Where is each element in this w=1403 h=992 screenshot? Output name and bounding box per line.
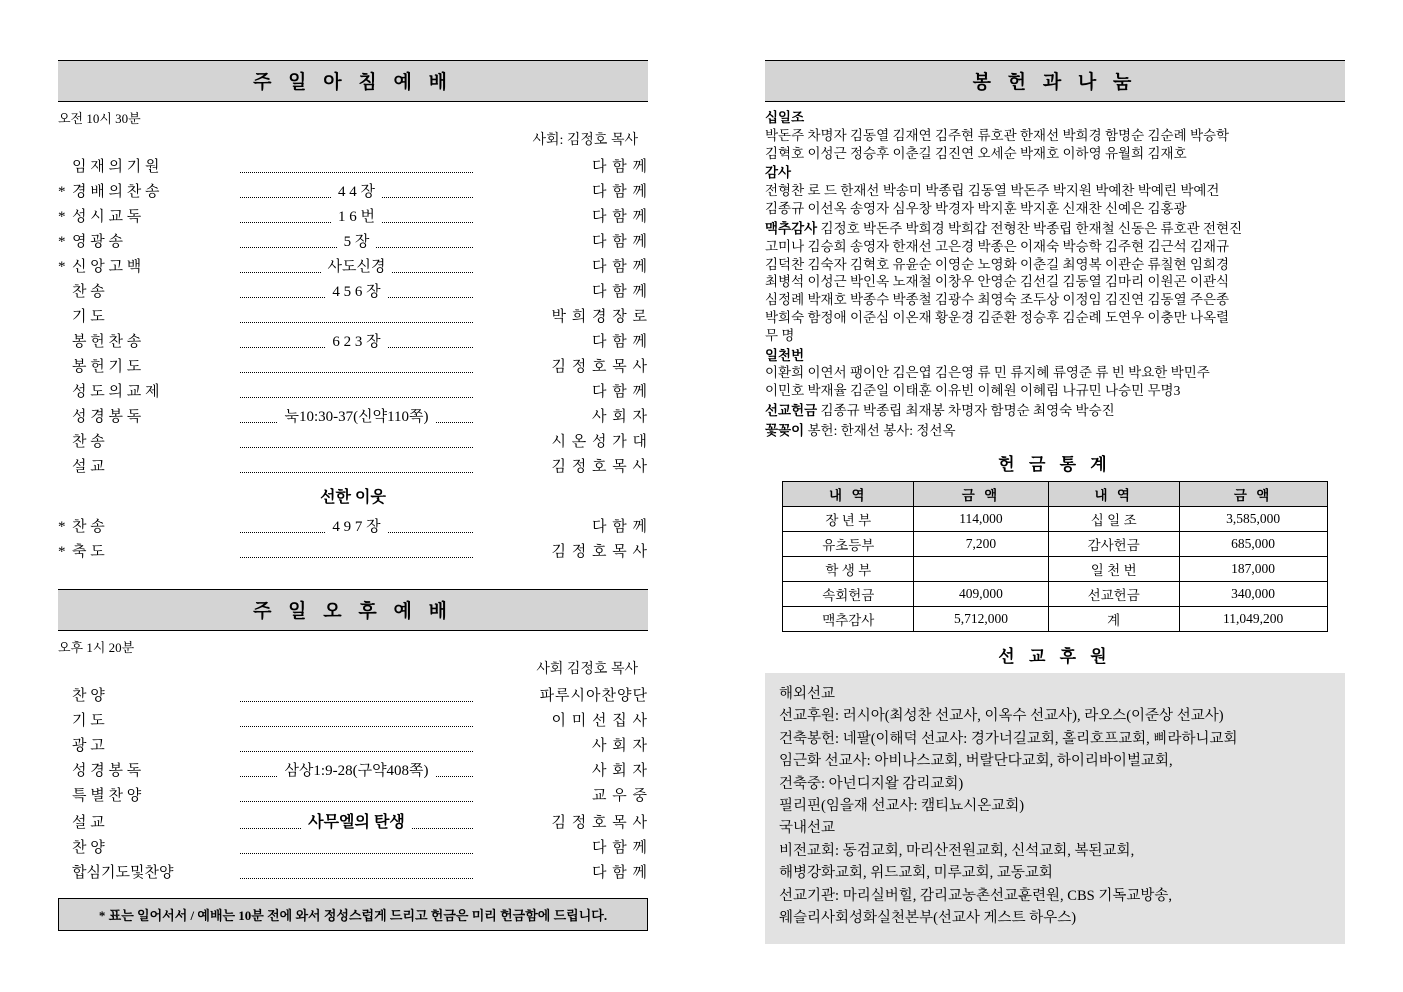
order-row-detail xyxy=(240,378,473,403)
order-row-who: 이 미 선 집 사 xyxy=(551,713,648,729)
right-column xyxy=(765,60,1345,944)
stats-cell: 유초등부 xyxy=(783,531,914,556)
morning-service-time: 오전 10시 30분 xyxy=(58,111,141,126)
offering-group-inline: 김정호 박돈주 박희경 박희갑 전형찬 박종립 한재철 신동은 류호관 전현진 xyxy=(817,220,1243,236)
offering-group xyxy=(765,402,1345,420)
offering-group-inline: 봉헌: 한재선 봉사: 정선옥 xyxy=(804,422,956,438)
offering-group-line: 고미나 김승희 송영자 한재선 고은경 박종은 이재숙 박승학 김주현 김근석 김재규 xyxy=(765,238,1230,254)
order-row-detail xyxy=(240,453,473,478)
stats-cell: 685,000 xyxy=(1179,531,1327,556)
order-row-star xyxy=(58,682,72,707)
order-row-item: 영 광 송 xyxy=(72,234,123,250)
order-row-detail xyxy=(240,403,473,428)
order-row-who: 다 함 께 xyxy=(592,334,648,350)
stats-header-cell: 내 역 xyxy=(783,481,914,506)
order-row-star xyxy=(58,782,72,807)
order-row-item: 설 교 xyxy=(72,459,105,475)
order-row xyxy=(58,203,648,228)
stats-cell: 감사헌금 xyxy=(1048,531,1179,556)
mission-item-label: 건축봉헌: xyxy=(779,730,843,747)
order-row-who: 김 정 호 목 사 xyxy=(551,459,648,475)
mission-item xyxy=(779,750,1331,772)
order-row-who: 다 함 께 xyxy=(592,259,648,275)
dot-leader xyxy=(240,322,473,323)
order-row-detail xyxy=(240,513,473,538)
order-row-detail xyxy=(240,782,473,807)
order-row-detail xyxy=(240,303,473,328)
order-row-item: 광 고 xyxy=(72,738,105,754)
order-row-detail xyxy=(240,428,473,453)
offering-group-heading xyxy=(765,220,1345,238)
order-row xyxy=(58,403,648,428)
order-row-who: 다 함 께 xyxy=(592,384,648,400)
order-row-item: 찬 양 xyxy=(72,688,105,704)
order-row-who: 다 함 께 xyxy=(592,284,648,300)
order-row-item: 신 앙 고 백 xyxy=(72,259,142,275)
order-row-item: 성 경 봉 독 xyxy=(72,409,142,425)
order-row-detail xyxy=(240,203,473,228)
mission-item xyxy=(779,862,1331,884)
stats-cell: 7,200 xyxy=(914,531,1049,556)
mission-item-text: 마리실버힐, 감리교농촌선교훈련원, CBS 기독교방송, xyxy=(842,887,1172,904)
dot-leader xyxy=(240,397,473,398)
order-row-star xyxy=(58,834,72,859)
morning-service-leader: 사회: 김정호 목사 xyxy=(532,133,638,148)
order-row-who: 다 함 께 xyxy=(592,840,648,856)
order-row-star: * xyxy=(58,259,66,275)
stats-cell: 계 xyxy=(1048,606,1179,631)
order-row-star: * xyxy=(58,184,66,200)
dot-leader xyxy=(240,853,473,854)
order-row xyxy=(58,228,648,253)
stats-cell: 187,000 xyxy=(1179,556,1327,581)
order-row-item: 찬 양 xyxy=(72,840,105,856)
service-note: * 표는 일어서서 / 예배는 10분 전에 와서 정성스럽게 드리고 헌금은 미리 헌금함에 드립니다. xyxy=(58,898,648,931)
morning-service-title: 주 일 아 침 예 배 xyxy=(58,60,648,102)
order-row-detail xyxy=(240,278,473,303)
order-row xyxy=(58,278,648,303)
stats-cell: 학 생 부 xyxy=(783,556,914,581)
order-row-item: 기 도 xyxy=(72,309,105,325)
offering-group-label: 십일조 xyxy=(765,110,805,125)
stats-cell: 3,585,000 xyxy=(1179,506,1327,531)
order-row-detail xyxy=(240,682,473,707)
order-row-item: 봉 헌 기 도 xyxy=(72,359,142,375)
order-row-who: 파루시아찬양단 xyxy=(539,688,648,704)
mission-item xyxy=(779,795,1331,817)
mission-item xyxy=(779,705,1331,727)
mission-item-text: 해병강화교회, 위드교회, 미루교회, 교동교회 xyxy=(779,865,1053,882)
order-row-mid: 사도신경 xyxy=(322,259,392,275)
order-row xyxy=(58,428,648,453)
offering-group-line: 최병석 이성근 박인옥 노재철 이창우 안영순 김선길 김동열 김마리 이원곤 이관식 xyxy=(765,274,1230,290)
order-row-star: * xyxy=(58,234,66,250)
offering-group xyxy=(765,422,1345,440)
order-row-who: 사 회 자 xyxy=(592,409,648,425)
order-row-item: 성 도 의 교 제 xyxy=(72,384,160,400)
order-row xyxy=(58,303,648,328)
stats-row xyxy=(783,531,1327,556)
order-row-mid: 4 9 7 장 xyxy=(326,519,386,535)
stats-header-cell: 내 역 xyxy=(1048,481,1179,506)
order-row xyxy=(58,253,648,278)
order-row-star xyxy=(58,859,72,884)
mission-item-text: 동검교회, 마리산전원교회, 신석교회, 복된교회, xyxy=(842,842,1135,859)
stats-header-cell: 금 액 xyxy=(1179,481,1327,506)
dot-leader xyxy=(240,801,473,802)
order-row-mid: 1 6 번 xyxy=(332,209,381,225)
offering-group-line: 이민호 박재율 김준일 이태훈 이유빈 이혜원 이혜림 나규민 나승민 무명3 xyxy=(765,383,1181,399)
order-row-star xyxy=(58,757,72,782)
dot-leader xyxy=(240,701,473,702)
dot-leader xyxy=(240,172,473,173)
stats-row xyxy=(783,506,1327,531)
order-row-who: 다 함 께 xyxy=(592,865,648,881)
mission-item-text: 웨슬리사회성화실천본부(선교사 게스트 하우스) xyxy=(779,910,1077,927)
mission-item-text: 건축중: 아넌디지왈 감리교회) xyxy=(779,775,964,792)
order-row-item: 특 별 찬 양 xyxy=(72,788,142,804)
order-row-who: 다 함 께 xyxy=(592,209,648,225)
offering-group xyxy=(765,164,1345,217)
mission-item-text: 필리핀(임을재 선교사: 캠티뇨시온교회) xyxy=(779,797,1025,814)
stats-cell: 장 년 부 xyxy=(783,506,914,531)
stats-title: 헌 금 통 계 xyxy=(998,454,1112,474)
stats-cell: 5,712,000 xyxy=(914,606,1049,631)
order-row-detail xyxy=(240,834,473,859)
stats-cell: 일 천 번 xyxy=(1048,556,1179,581)
afternoon-service-title: 주 일 오 후 예 배 xyxy=(58,589,648,631)
dot-leader xyxy=(240,472,473,473)
mission-item-label: 비전교회: xyxy=(779,842,843,859)
order-row-detail xyxy=(240,538,473,563)
afternoon-order-table xyxy=(58,682,648,884)
dot-leader xyxy=(240,878,473,879)
order-row xyxy=(58,782,648,807)
stats-cell: 11,049,200 xyxy=(1179,606,1327,631)
mission-item-text: 임근화 선교사: 아비나스교회, 버랄단다교회, 하이리바이벌교회, xyxy=(779,753,1173,770)
order-row-item: 합심기도및찬양 xyxy=(72,865,174,881)
order-row xyxy=(58,178,648,203)
order-row-detail xyxy=(240,153,473,178)
left-column xyxy=(58,60,648,931)
morning-sermon-title: 선한 이웃 xyxy=(320,489,386,506)
dot-leader xyxy=(240,372,473,373)
order-row-detail xyxy=(240,178,473,203)
order-row-item: 성 시 교 독 xyxy=(72,209,142,225)
morning-order-table xyxy=(58,153,648,478)
order-row-item: 설 교 xyxy=(72,815,105,831)
mission-item-text: 러시아(최성찬 선교사, 이옥수 선교사), 라오스(이준상 선교사) xyxy=(842,708,1224,725)
offering-group-line: 박돈주 차명자 김동열 김재연 김주현 류호관 한재선 박희경 함명순 김순례 박승학 xyxy=(765,127,1230,143)
order-row-detail xyxy=(240,228,473,253)
order-row-star xyxy=(58,353,72,378)
order-row xyxy=(58,353,648,378)
afternoon-service-time: 오후 1시 20분 xyxy=(58,640,135,655)
offering-group xyxy=(765,220,1345,345)
order-row xyxy=(58,328,648,353)
order-row-star xyxy=(58,732,72,757)
stats-row xyxy=(783,581,1327,606)
stats-cell: 340,000 xyxy=(1179,581,1327,606)
order-row-item: 찬 송 xyxy=(72,434,105,450)
order-row-star xyxy=(58,378,72,403)
stats-cell: 속회헌금 xyxy=(783,581,914,606)
order-row-who: 김 정 호 목 사 xyxy=(551,815,648,831)
order-row-who: 다 함 께 xyxy=(592,184,648,200)
dot-leader xyxy=(240,557,473,558)
order-row-star xyxy=(58,807,72,834)
dot-leader xyxy=(240,726,473,727)
offering-group-line: 김종규 이선옥 송영자 심우창 박경자 박지훈 박지훈 신재찬 신예은 김홍광 xyxy=(765,201,1187,217)
order-row-detail xyxy=(240,757,473,782)
order-row-star xyxy=(58,453,72,478)
offering-group-label: 감사 xyxy=(765,165,792,181)
offering-groups xyxy=(765,109,1345,440)
mission-item xyxy=(779,773,1331,795)
offering-group-label: 꽃꽂이 xyxy=(765,422,805,438)
offering-group-label: 선교헌금 xyxy=(765,403,818,418)
order-row-mid: 4 5 6 장 xyxy=(326,284,386,300)
order-row-detail xyxy=(240,328,473,353)
order-row xyxy=(58,538,648,563)
order-row-item: 임 재 의 기 원 xyxy=(72,159,160,175)
order-row-who: 박 희 경 장 로 xyxy=(551,309,648,325)
order-row-star xyxy=(58,428,72,453)
mission-overseas-label: 해외선교 xyxy=(779,685,836,702)
order-row-detail xyxy=(240,253,473,278)
mission-item-label: 선교후원: xyxy=(779,708,843,725)
order-row-who: 다 함 께 xyxy=(592,159,648,175)
order-row-star xyxy=(58,153,72,178)
order-row xyxy=(58,807,648,834)
mission-title: 선 교 후 원 xyxy=(998,646,1112,666)
order-row xyxy=(58,453,648,478)
order-row-who: 김 정 호 목 사 xyxy=(551,359,648,375)
order-row xyxy=(58,153,648,178)
order-row-star: * xyxy=(58,544,66,560)
offering-group-line: 박희숙 함정애 이준심 이온재 황운경 김준환 정승후 김순례 도연우 이충만 나옥렬 xyxy=(765,309,1230,325)
order-row-mid: 눅10:30-37(신약110쪽) xyxy=(278,409,434,425)
offering-group xyxy=(765,347,1345,400)
afternoon-service-leader: 사회 김정호 목사 xyxy=(536,662,638,677)
order-row-star: * xyxy=(58,519,66,535)
offering-group-heading xyxy=(765,422,1345,440)
order-row-who: 시 온 성 가 대 xyxy=(551,434,648,450)
offering-group-line: 무 명 xyxy=(765,327,795,343)
order-row-item: 축 도 xyxy=(72,544,105,560)
mission-item xyxy=(779,885,1331,907)
offering-title: 봉 헌 과 나 눔 xyxy=(765,60,1345,102)
offering-stats-table xyxy=(782,481,1327,632)
offering-group-inline: 김종규 박종립 최재봉 차명자 함명순 최영숙 박승진 xyxy=(817,403,1115,418)
stats-header-cell: 금 액 xyxy=(914,481,1049,506)
order-row xyxy=(58,834,648,859)
order-row-mid: 4 4 장 xyxy=(332,184,381,200)
order-row-who: 김 정 호 목 사 xyxy=(551,544,648,560)
offering-group-line: 심정례 박재호 박종수 박종철 김광수 최영숙 조두상 이정임 김진연 김동열 주은종 xyxy=(765,292,1230,308)
order-row-detail xyxy=(240,859,473,884)
order-row-mid: 사무엘의 탄생 xyxy=(302,814,411,831)
order-row-star xyxy=(58,278,72,303)
order-row-detail xyxy=(240,353,473,378)
offering-group-line: 김혁호 이성근 정승후 이춘길 김진연 오세순 박재호 이하영 유월희 김재호 xyxy=(765,145,1187,161)
mission-item-text: 네팔(이해덕 선교사: 경가너길교회, 홀리호프교회, 삐라하니교회 xyxy=(842,730,1238,747)
offering-group-line: 김덕찬 김숙자 김혁호 유윤순 이영순 노영화 이춘길 최영복 이관순 류칠현 임희경 xyxy=(765,256,1230,272)
order-row-detail xyxy=(240,732,473,757)
offering-group-label: 일천번 xyxy=(765,347,805,363)
mission-item xyxy=(779,728,1331,750)
order-row-mid: 5 장 xyxy=(338,234,376,250)
order-row-who: 사 회 자 xyxy=(592,763,648,779)
order-row xyxy=(58,378,648,403)
stats-cell xyxy=(914,556,1049,581)
mission-item xyxy=(779,840,1331,862)
stats-row xyxy=(783,556,1327,581)
order-row xyxy=(58,757,648,782)
offering-group-line: 전형찬 로 드 한재선 박송미 박종립 김동열 박돈주 박지원 박예찬 박예린 박예건 xyxy=(765,183,1220,199)
order-row-who: 사 회 자 xyxy=(592,738,648,754)
order-row-detail xyxy=(240,807,473,834)
dot-leader xyxy=(240,751,473,752)
stats-cell: 선교헌금 xyxy=(1048,581,1179,606)
order-row-detail xyxy=(240,707,473,732)
mission-item-label: 선교기관: xyxy=(779,887,843,904)
order-row-star xyxy=(58,707,72,732)
order-row-item: 경 배 의 찬 송 xyxy=(72,184,160,200)
order-row-item: 기 도 xyxy=(72,713,105,729)
order-row xyxy=(58,859,648,884)
order-row xyxy=(58,682,648,707)
order-row-who: 교 우 중 xyxy=(592,788,648,804)
mission-box xyxy=(765,673,1345,944)
order-row-star xyxy=(58,328,72,353)
order-row-item: 성 경 봉 독 xyxy=(72,763,142,779)
offering-group-heading xyxy=(765,347,1345,365)
order-row-who: 다 함 께 xyxy=(592,234,648,250)
offering-group-line: 이환희 이연서 팽이안 김은엽 김은영 류 민 류지혜 류영준 류 빈 박요한 박민주 xyxy=(765,365,1210,381)
order-row-mid: 6 2 3 장 xyxy=(326,334,386,350)
stats-cell: 맥추감사 xyxy=(783,606,914,631)
order-row-item: 봉 헌 찬 송 xyxy=(72,334,142,350)
morning-order-table-after xyxy=(58,513,648,563)
order-row xyxy=(58,732,648,757)
stats-row xyxy=(783,606,1327,631)
offering-group xyxy=(765,109,1345,162)
order-row-item: 찬 송 xyxy=(72,519,105,535)
order-row xyxy=(58,513,648,538)
order-row-star xyxy=(58,403,72,428)
stats-cell: 114,000 xyxy=(914,506,1049,531)
mission-domestic-label: 국내선교 xyxy=(779,820,836,837)
offering-group-heading xyxy=(765,402,1345,420)
order-row-star: * xyxy=(58,209,66,225)
order-row xyxy=(58,707,648,732)
dot-leader xyxy=(240,447,473,448)
offering-group-label: 맥추감사 xyxy=(765,220,818,236)
order-row-item: 찬 송 xyxy=(72,284,105,300)
order-row-mid: 삼상1:9-28(구약408쪽) xyxy=(278,763,434,779)
order-row-who: 다 함 께 xyxy=(592,519,648,535)
offering-group-heading xyxy=(765,164,1345,182)
stats-cell: 409,000 xyxy=(914,581,1049,606)
offering-group-heading xyxy=(765,109,1345,127)
stats-cell: 십 일 조 xyxy=(1048,506,1179,531)
mission-item xyxy=(779,907,1331,929)
order-row-star xyxy=(58,303,72,328)
